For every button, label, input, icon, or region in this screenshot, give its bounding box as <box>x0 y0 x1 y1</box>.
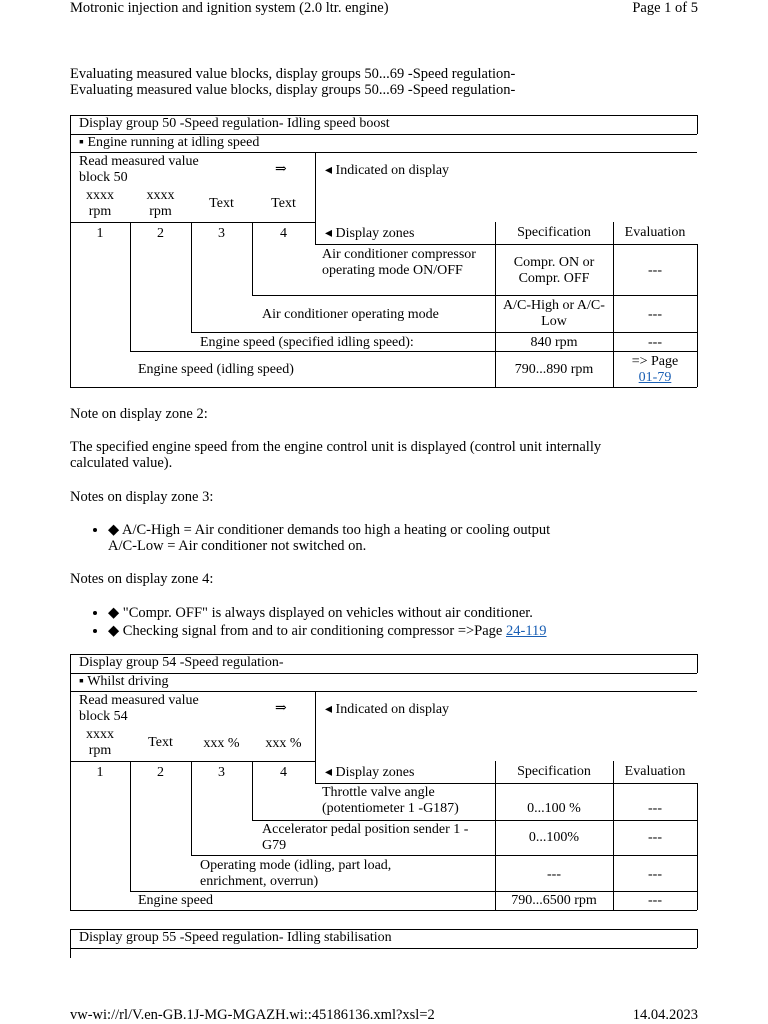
note-zone4-item-2: • ◆ Checking signal from and to air conditioning compressor =>Page 24-119 <box>108 623 547 639</box>
group50-read-line-1: Read measured value <box>79 154 199 169</box>
note-zone3-list <box>70 522 550 556</box>
group50-zone-3: 3 <box>218 226 225 241</box>
group54-col3-head: xxx % <box>203 736 240 751</box>
note-zone4-title: Notes on display zone 4: <box>70 571 214 587</box>
group50-row4-eval: => Page 01-79 <box>631 354 679 385</box>
group50-indicated-label: ◂ Indicated on display <box>325 163 450 178</box>
group54-row4-spec: 790...6500 rpm <box>511 893 597 908</box>
document-title: Motronic injection and ignition system (2.0 ltr. engine) <box>70 0 389 16</box>
group54-zone-3: 3 <box>218 765 225 780</box>
document-path: vw-wi://rl/V.en-GB.1J-MG-MGAZH.wi::45186136.xml?xsl=2 <box>70 1007 435 1023</box>
group54-col2-head: Text <box>148 735 173 750</box>
group50-condition: ▪ Engine running at idling speed <box>79 135 260 150</box>
note-zone3-item: • ◆ A/C-High = Air conditioner demands too high a heating or cooling output A/C-Low = Air conditioner not switched on. <box>108 522 550 554</box>
group54-row1-eval: --- <box>648 801 662 816</box>
group50-zone-2: 2 <box>157 226 164 241</box>
group50-row3-eval: --- <box>648 335 662 350</box>
page-24-119-link[interactable]: 24-119 <box>506 623 547 639</box>
arrow-icon: ⇒ <box>275 162 287 177</box>
page-number: Page 1 of 5 <box>632 0 698 16</box>
page-01-79-link[interactable]: 01-79 <box>638 370 672 385</box>
group50-row2-label: Air conditioner operating mode <box>262 307 439 322</box>
group50-row4-label: Engine speed (idling speed) <box>138 362 294 377</box>
group54-col1-head: xxxx rpm <box>86 727 114 758</box>
group50-zone-4: 4 <box>280 226 287 241</box>
group50-row3-spec: 840 rpm <box>530 335 578 350</box>
group54-row4-eval: --- <box>648 893 662 908</box>
group50-row2-eval: --- <box>648 307 662 322</box>
intro-line-2: Evaluating measured value blocks, display groups 50...69 -Speed regulation- <box>70 82 516 98</box>
group54-condition: ▪ Whilst driving <box>79 674 169 689</box>
note-zone2-line-1: The specified engine speed from the engine control unit is displayed (control unit internally <box>70 439 602 455</box>
group54-row2-label: Accelerator pedal position sender 1 -G79 <box>262 822 469 853</box>
note-zone2-title: Note on display zone 2: <box>70 406 208 422</box>
group54-row2-spec: 0...100% <box>528 830 580 845</box>
group50-row1-eval: --- <box>648 263 662 278</box>
group50-spec-head: Specification <box>517 225 591 240</box>
group54-display-zones: ◂ Display zones <box>325 765 415 780</box>
group54-row1-label: Throttle valve angle (potentiometer 1 -G187) <box>322 785 459 816</box>
group54-row4-label: Engine speed <box>138 893 214 908</box>
group54-row2-eval: --- <box>648 830 662 845</box>
group50-zone-1: 1 <box>96 226 104 241</box>
group50-row4-spec: 790...890 rpm <box>514 362 594 377</box>
note-zone3-title: Notes on display zone 3: <box>70 489 214 505</box>
group50-row1-spec: Compr. ON or Compr. OFF <box>513 255 595 286</box>
group50-col1-head: xxxx rpm <box>86 188 114 219</box>
group50-display-zones: ◂ Display zones <box>325 226 415 241</box>
group50-col2-head: xxxx rpm <box>146 188 175 219</box>
group54-eval-head: Evaluation <box>624 764 686 779</box>
note-zone2-line-2: calculated value). <box>70 455 173 471</box>
group54-row3-spec: --- <box>547 867 561 882</box>
group50-row2-spec: A/C-High or A/C-Low <box>503 298 605 329</box>
group54-row1-spec: 0...100 % <box>527 801 581 816</box>
group50-col3-head: Text <box>209 196 234 211</box>
group55-title: Display group 55 -Speed regulation- Idling stabilisation <box>79 930 392 945</box>
group54-indicated-label: ◂ Indicated on display <box>325 702 450 717</box>
group50-eval-head: Evaluation <box>624 225 686 240</box>
group54-read-line-1: Read measured value <box>79 693 199 708</box>
note-zone4-item-1: • ◆ "Compr. OFF" is always displayed on vehicles without air conditioner. <box>108 605 547 621</box>
group50-title: Display group 50 -Speed regulation- Idling speed boost <box>79 116 390 131</box>
group54-spec-head: Specification <box>517 764 591 779</box>
group54-col4-head: xxx % <box>265 736 302 751</box>
group54-zone-2: 2 <box>157 765 164 780</box>
group54-row3-eval: --- <box>648 867 662 882</box>
group50-read-line-2: block 50 <box>79 170 128 185</box>
group54-zone-4: 4 <box>280 765 287 780</box>
print-date: 14.04.2023 <box>632 1007 698 1023</box>
group50-row1-label: Air conditioner compressor operating mode ON/OFF <box>322 247 476 278</box>
group54-zone-1: 1 <box>96 765 104 780</box>
note-zone4-list <box>70 605 547 641</box>
group54-title: Display group 54 -Speed regulation- <box>79 655 284 670</box>
intro-line-1: Evaluating measured value blocks, display groups 50...69 -Speed regulation- <box>70 66 516 82</box>
group54-row3-label: Operating mode (idling, part load, enrichment, overrun) <box>200 858 392 889</box>
group50-col4-head: Text <box>271 196 296 211</box>
group54-read-line-2: block 54 <box>79 709 128 724</box>
group50-row3-label: Engine speed (specified idling speed): <box>200 335 414 350</box>
arrow-icon: ⇒ <box>275 701 287 716</box>
